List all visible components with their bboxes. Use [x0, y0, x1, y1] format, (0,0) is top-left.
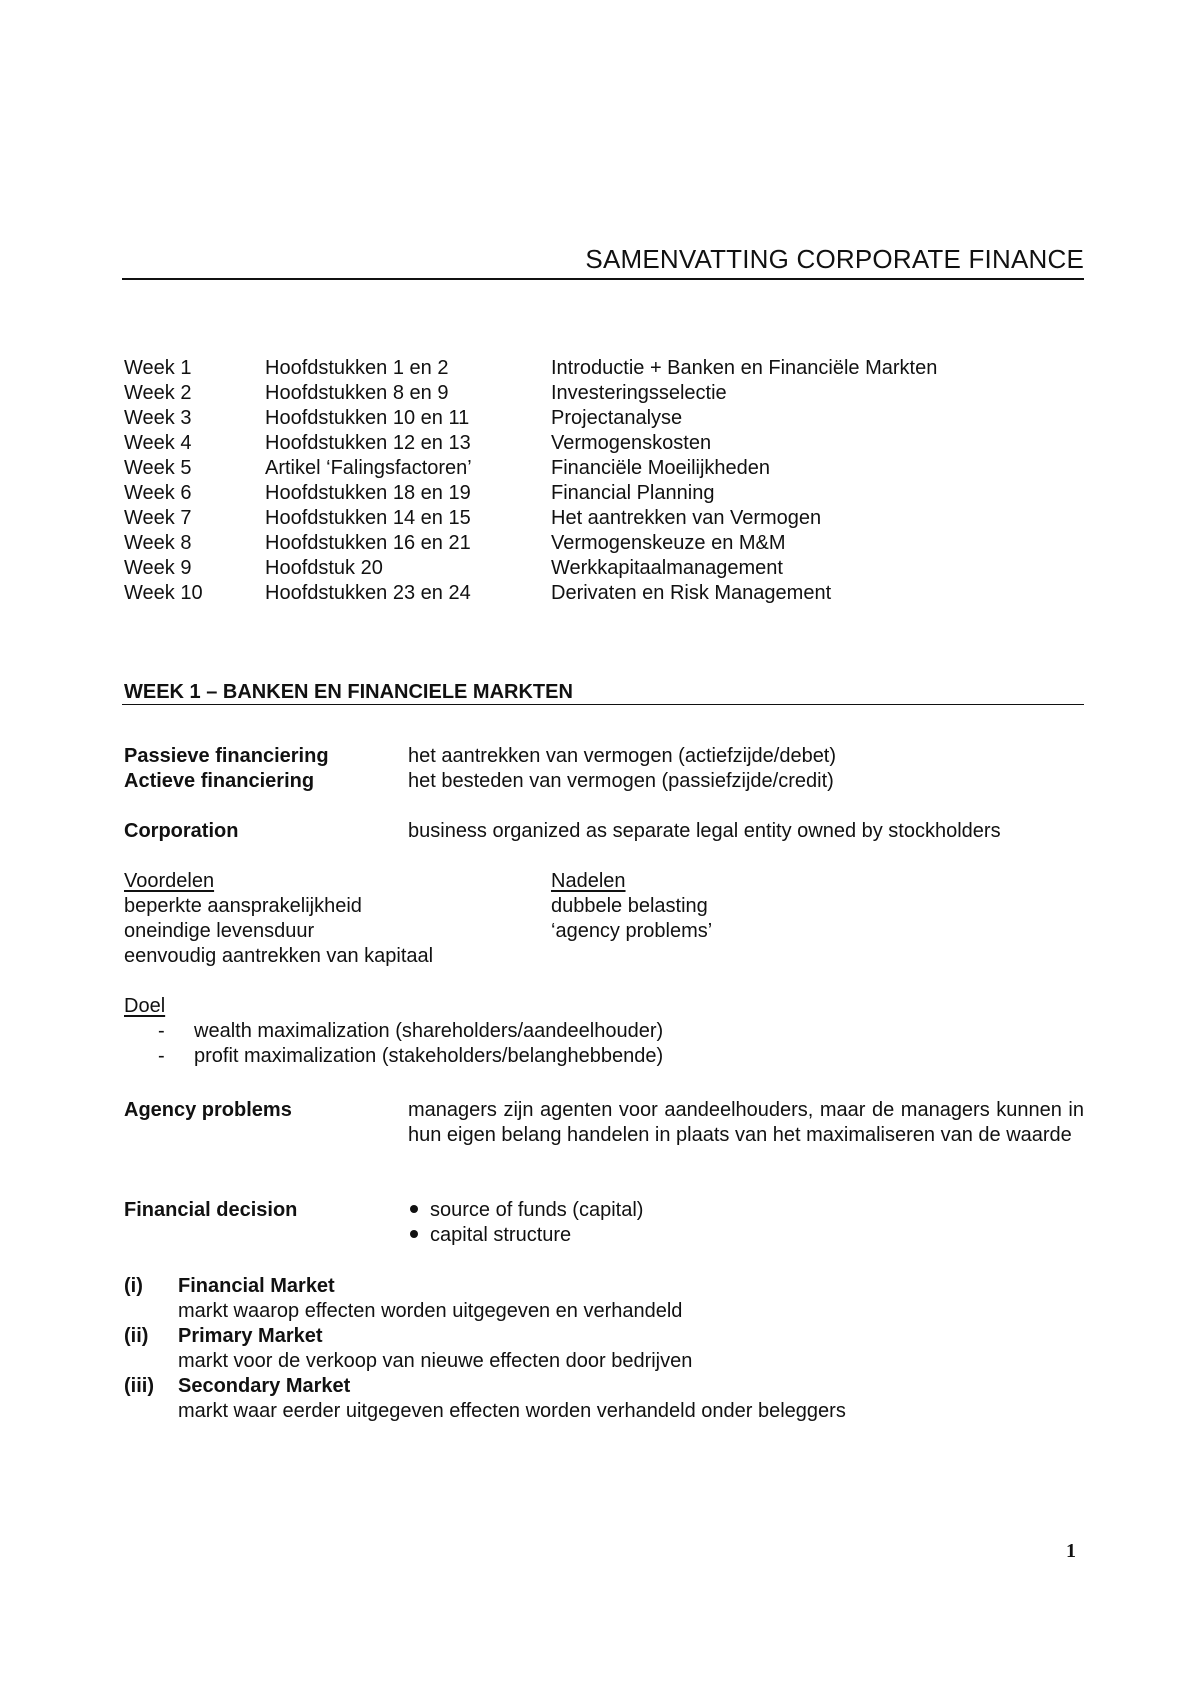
section-rule [122, 704, 1084, 705]
schedule-chapters: Hoofdstukken 16 en 21 [265, 532, 471, 554]
schedule-week: Week 6 [124, 482, 192, 504]
schedule-topic: Derivaten en Risk Management [551, 582, 832, 604]
passive-financing-term: Passieve financiering [124, 745, 329, 767]
market-description: markt waar eerder uitgegeven effecten worden verhandeld onder beleggers [178, 1400, 846, 1422]
schedule-chapters: Hoofdstukken 12 en 13 [265, 432, 471, 454]
market-number: (i) [124, 1275, 143, 1297]
schedule-topic: Vermogenskeuze en M&M [551, 532, 786, 554]
schedule-topic: Werkkapitaalmanagement [551, 557, 783, 579]
schedule-chapters: Hoofdstukken 18 en 19 [265, 482, 471, 504]
market-number: (iii) [124, 1375, 154, 1397]
market-number: (ii) [124, 1325, 149, 1347]
market-description: markt waarop effecten worden uitgegeven en verhandeld [178, 1300, 683, 1322]
advantage-item: oneindige levensduur [124, 920, 315, 942]
page-number: 1 [1066, 1540, 1076, 1562]
schedule-week: Week 7 [124, 507, 192, 529]
decision-item [410, 1223, 571, 1247]
disadvantage-item: ‘agency problems’ [551, 920, 713, 942]
schedule-chapters: Hoofdstukken 10 en 11 [265, 407, 470, 429]
advantages-label: Voordelen [124, 870, 215, 892]
advantage-item: eenvoudig aantrekken van kapitaal [124, 945, 434, 967]
advantage-item: beperkte aansprakelijkheid [124, 895, 362, 917]
active-financing-definition: het besteden van vermogen (passiefzijde/credit) [408, 770, 834, 792]
corporation-term: Corporation [124, 820, 239, 842]
bullet-icon [410, 1205, 418, 1213]
schedule-topic: Vermogenskosten [551, 432, 712, 454]
financial-decision-term: Financial decision [124, 1199, 298, 1221]
schedule-week: Week 2 [124, 382, 192, 404]
market-title: Primary Market [178, 1325, 323, 1347]
bullet-icon [410, 1230, 418, 1238]
schedule-week: Week 5 [124, 457, 192, 479]
document-title: SAMENVATTING CORPORATE FINANCE [585, 244, 1084, 274]
decision-text: capital structure [430, 1224, 572, 1246]
schedule-week: Week 3 [124, 407, 192, 429]
section-heading: WEEK 1 – BANKEN EN FINANCIELE MARKTEN [124, 681, 573, 703]
schedule-topic: Introductie + Banken en Financiële Markten [551, 357, 938, 379]
schedule-chapters: Artikel ‘Falingsfactoren’ [265, 457, 472, 479]
disadvantage-item: dubbele belasting [551, 895, 708, 917]
schedule-chapters: Hoofdstukken 14 en 15 [265, 507, 471, 529]
goal-label: Doel [124, 995, 166, 1017]
passive-financing-definition: het aantrekken van vermogen (actiefzijde/debet) [408, 745, 837, 767]
schedule-topic: Financial Planning [551, 482, 715, 504]
schedule-week: Week 8 [124, 532, 192, 554]
goal-text: wealth maximalization (shareholders/aandeelhouder) [194, 1020, 664, 1042]
goal-item [158, 1044, 663, 1068]
schedule-chapters: Hoofdstuk 20 [265, 557, 383, 579]
dash-marker: - [158, 1045, 165, 1067]
schedule-week: Week 1 [124, 357, 192, 379]
market-title: Financial Market [178, 1275, 335, 1297]
corporation-definition: business organized as separate legal entity owned by stockholders [408, 820, 1001, 842]
dash-marker: - [158, 1020, 165, 1042]
agency-problems-definition: managers zijn agenten voor aandeelhouders, maar de managers kunnen in hun eigen belang handelen in plaats van het maximaliseren van de waarde [408, 1099, 1084, 1146]
schedule-topic: Projectanalyse [551, 407, 683, 429]
disadvantages-label: Nadelen [551, 870, 626, 892]
schedule-chapters: Hoofdstukken 23 en 24 [265, 582, 471, 604]
agency-problems-term: Agency problems [124, 1099, 292, 1121]
market-description: markt voor de verkoop van nieuwe effecten door bedrijven [178, 1350, 693, 1372]
title-rule [122, 278, 1084, 280]
schedule-week: Week 10 [124, 582, 203, 604]
schedule-week: Week 4 [124, 432, 192, 454]
goal-item [158, 1019, 663, 1043]
market-title: Secondary Market [178, 1375, 351, 1397]
schedule-chapters: Hoofdstukken 1 en 2 [265, 357, 449, 379]
schedule-topic: Financiële Moeilijkheden [551, 457, 771, 479]
active-financing-term: Actieve financiering [124, 770, 315, 792]
decision-item [410, 1198, 643, 1222]
decision-text: source of funds (capital) [430, 1199, 644, 1221]
goal-text: profit maximalization (stakeholders/belanghebbende) [194, 1045, 664, 1067]
schedule-topic: Het aantrekken van Vermogen [551, 507, 822, 529]
schedule-topic: Investeringsselectie [551, 382, 727, 404]
schedule-chapters: Hoofdstukken 8 en 9 [265, 382, 449, 404]
schedule-week: Week 9 [124, 557, 192, 579]
